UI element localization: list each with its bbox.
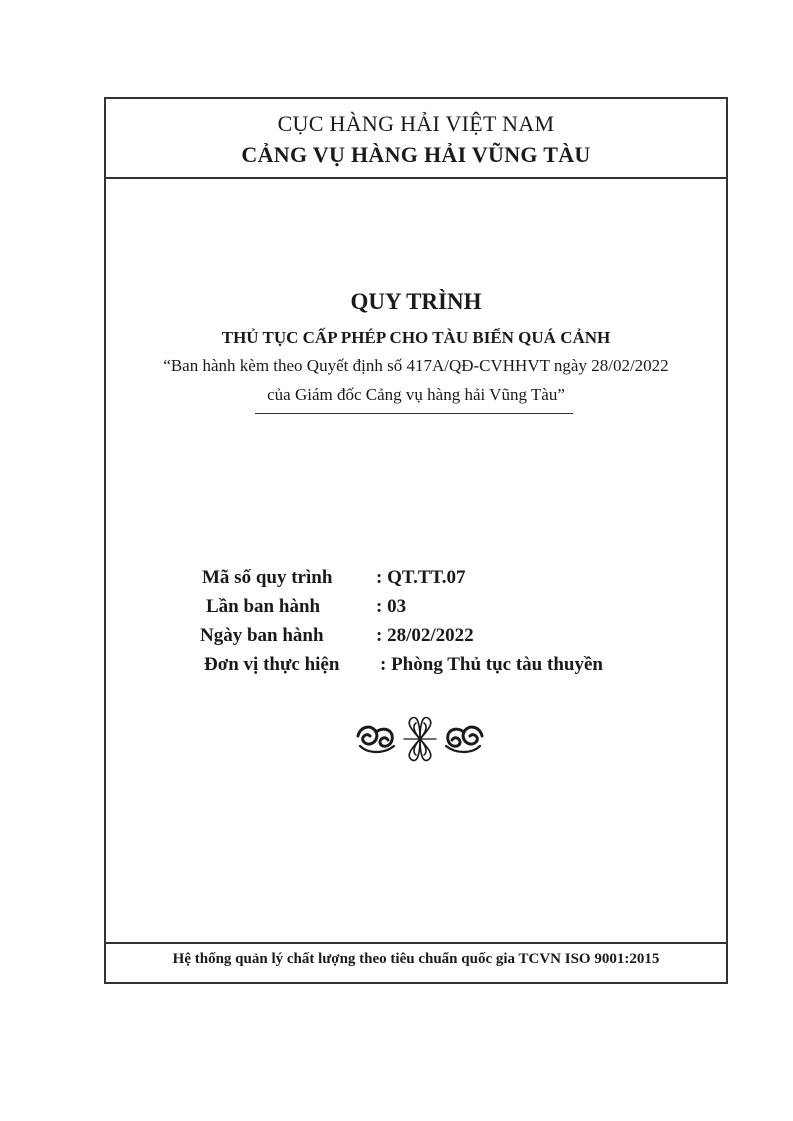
- organization-name: CỤC HÀNG HẢI VIỆT NAM: [277, 111, 555, 136]
- document-title: QUY TRÌNH: [350, 289, 482, 314]
- info-value: : Phòng Thủ tục tàu thuyền: [380, 654, 603, 675]
- info-label: Lần ban hành: [206, 596, 321, 617]
- footer-divider: [106, 942, 726, 944]
- decorative-flourish-icon: [354, 714, 486, 764]
- issuance-note-line-1: “Ban hành kèm theo Quyết định số 417A/QĐ-CVHHVT ngày 28/02/2022: [163, 356, 669, 375]
- document-frame: [104, 97, 728, 984]
- info-label: Ngày ban hành: [200, 625, 324, 646]
- header-divider: [106, 177, 726, 179]
- info-label: Mã số quy trình: [202, 567, 333, 588]
- issuance-note-line-2: của Giám đốc Cảng vụ hàng hải Vũng Tàu”: [267, 385, 565, 404]
- title-underline: [255, 413, 573, 414]
- info-value: : 28/02/2022: [376, 625, 474, 646]
- quality-standard-footer: Hệ thống quản lý chất lượng theo tiêu chuẩn quốc gia TCVN ISO 9001:2015: [172, 951, 660, 967]
- info-label: Đơn vị thực hiện: [204, 654, 340, 675]
- info-value: : 03: [376, 596, 407, 617]
- info-value: : QT.TT.07: [376, 567, 466, 588]
- document-subtitle: THỦ TỤC CẤP PHÉP CHO TÀU BIỂN QUÁ CẢNH: [221, 328, 611, 347]
- authority-name: CẢNG VỤ HÀNG HẢI VŨNG TÀU: [241, 142, 591, 167]
